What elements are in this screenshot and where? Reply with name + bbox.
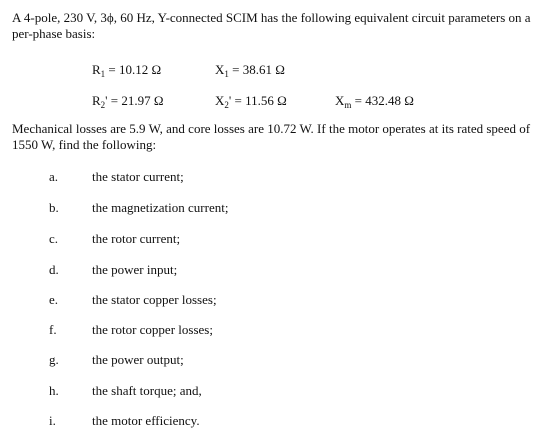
param-r1-value: = 10.12 Ω [105,62,162,77]
item-letter: g. [49,352,59,367]
item-text: the magnetization current; [92,200,229,215]
param-x2-symbol: X [215,93,225,108]
param-x1 [215,62,285,78]
item-text: the stator copper losses; [92,292,217,307]
param-r2-value: = 21.97 Ω [107,93,164,108]
param-x1-subscript: 1 [224,69,229,79]
param-x2 [215,93,287,109]
param-x1-symbol: X [215,62,225,77]
item-text: the rotor copper losses; [92,322,213,337]
item-letter: h. [49,383,59,398]
item-text: the stator current; [92,169,184,184]
item-text: the rotor current; [92,231,181,246]
item-text: the shaft torque; and, [92,383,202,398]
param-r2-symbol: R [92,93,101,108]
item-letter: a. [49,169,59,184]
param-xm [335,93,414,109]
param-r2-prime: ' [105,93,108,108]
param-r1-subscript: 1 [100,69,106,79]
param-x2-prime: ' [228,93,232,108]
param-xm-subscript: m [344,100,352,110]
item-letter: d. [49,262,59,277]
item-letter: i. [49,413,56,428]
param-xm-value: = 432.48 Ω [351,93,414,108]
param-x2-value: = 11.56 Ω [231,93,287,108]
item-letter: c. [49,231,59,246]
item-text: the power input; [92,262,178,277]
losses-paragraph: Mechanical losses are 5.9 W, and core losses are 10.72 W. If the motor operates at its rated speed of 1550 W, find the following: [12,121,531,152]
param-xm-symbol: X [335,93,345,108]
param-r2-subscript: 2 [100,100,106,110]
param-x1-value: = 38.61 Ω [228,62,285,77]
item-text: the motor efficiency. [92,413,200,428]
item-letter: e. [49,292,59,307]
intro-paragraph: A 4-pole, 230 V, 3ϕ, 60 Hz, Y-connected SCIM has the following equivalent circuit parameters on a per-phase basis: [12,10,531,41]
param-x2-subscript: 2 [224,100,229,110]
param-r2 [92,93,164,109]
item-letter: b. [49,200,59,215]
param-r1-symbol: R [92,62,101,77]
param-r1 [92,62,161,78]
item-letter: f. [49,322,57,337]
item-text: the power output; [92,352,184,367]
